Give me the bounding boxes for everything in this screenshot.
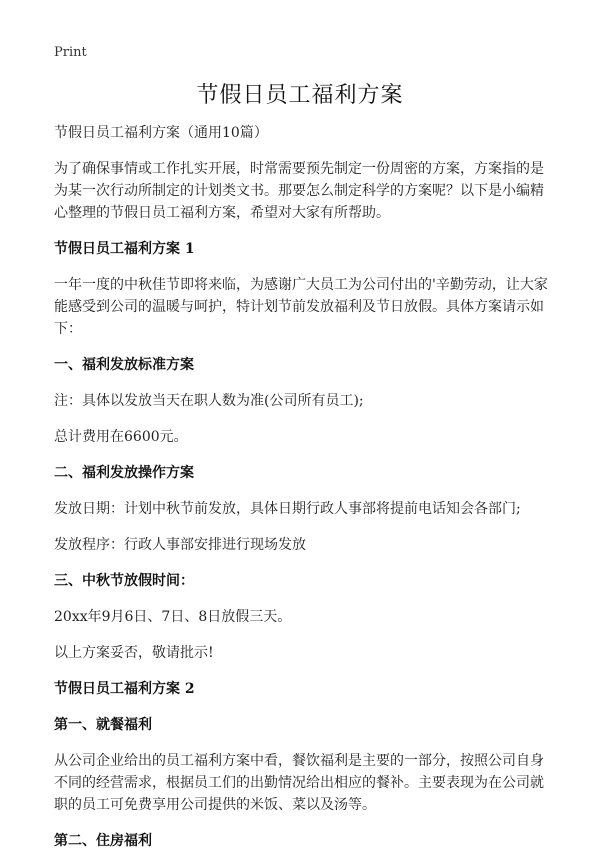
section-heading: 节假日员工福利方案 1 xyxy=(54,241,195,257)
paragraph: 发放程序：行政人事部安排进行现场发放 xyxy=(54,537,306,553)
paragraph: 从公司企业给出的员工福利方案中看，餐饮福利是主要的一部分，按照公司自身不同的经营需求，根据员工们的出勤情况给出相应的餐补。主要表现为在公司就职的员工可免费享用公司提供的米饭、菜以及汤等。 xyxy=(54,753,544,813)
section-heading: 第二、住房福利 xyxy=(54,833,152,849)
document-body xyxy=(54,122,550,866)
section-heading: 第一、就餐福利 xyxy=(54,717,152,733)
paragraph: 注：具体以发放当天在职人数为准(公司所有员工); xyxy=(54,393,364,409)
section-heading: 二、福利发放操作方案 xyxy=(54,465,194,481)
section-heading: 三、中秋节放假时间： xyxy=(54,573,194,589)
paragraph: 总计费用在6600元。 xyxy=(54,429,188,445)
page-title: 节假日员工福利方案 xyxy=(196,83,404,108)
section-heading: 节假日员工福利方案 2 xyxy=(54,681,195,697)
paragraph: 20xx年9月6日、7日、8日放假三天。 xyxy=(54,609,292,625)
print-link[interactable]: Print xyxy=(54,45,87,60)
section-heading: 一、福利发放标准方案 xyxy=(54,357,194,373)
paragraph: 为了确保事情或工作扎实开展，时常需要预先制定一份周密的方案，方案指的是为某一次行动所制定的计划类文书。那要怎么制定科学的方案呢？以下是小编精心整理的节假日员工福利方案，希望对大家有所帮助。 xyxy=(54,161,544,221)
paragraph: 以上方案妥否，敬请批示! xyxy=(54,645,214,661)
paragraph: 一年一度的中秋佳节即将来临，为感谢广大员工为公司付出的'辛勤劳动，让大家能感受到公司的温暖与呵护，特计划节前发放福利及节日放假。具体方案请示如下： xyxy=(54,277,548,337)
paragraph: 发放日期：计划中秋节前发放，具体日期行政人事部将提前电话知会各部门; xyxy=(54,501,521,517)
paragraph: 节假日员工福利方案（通用10篇） xyxy=(54,125,268,141)
